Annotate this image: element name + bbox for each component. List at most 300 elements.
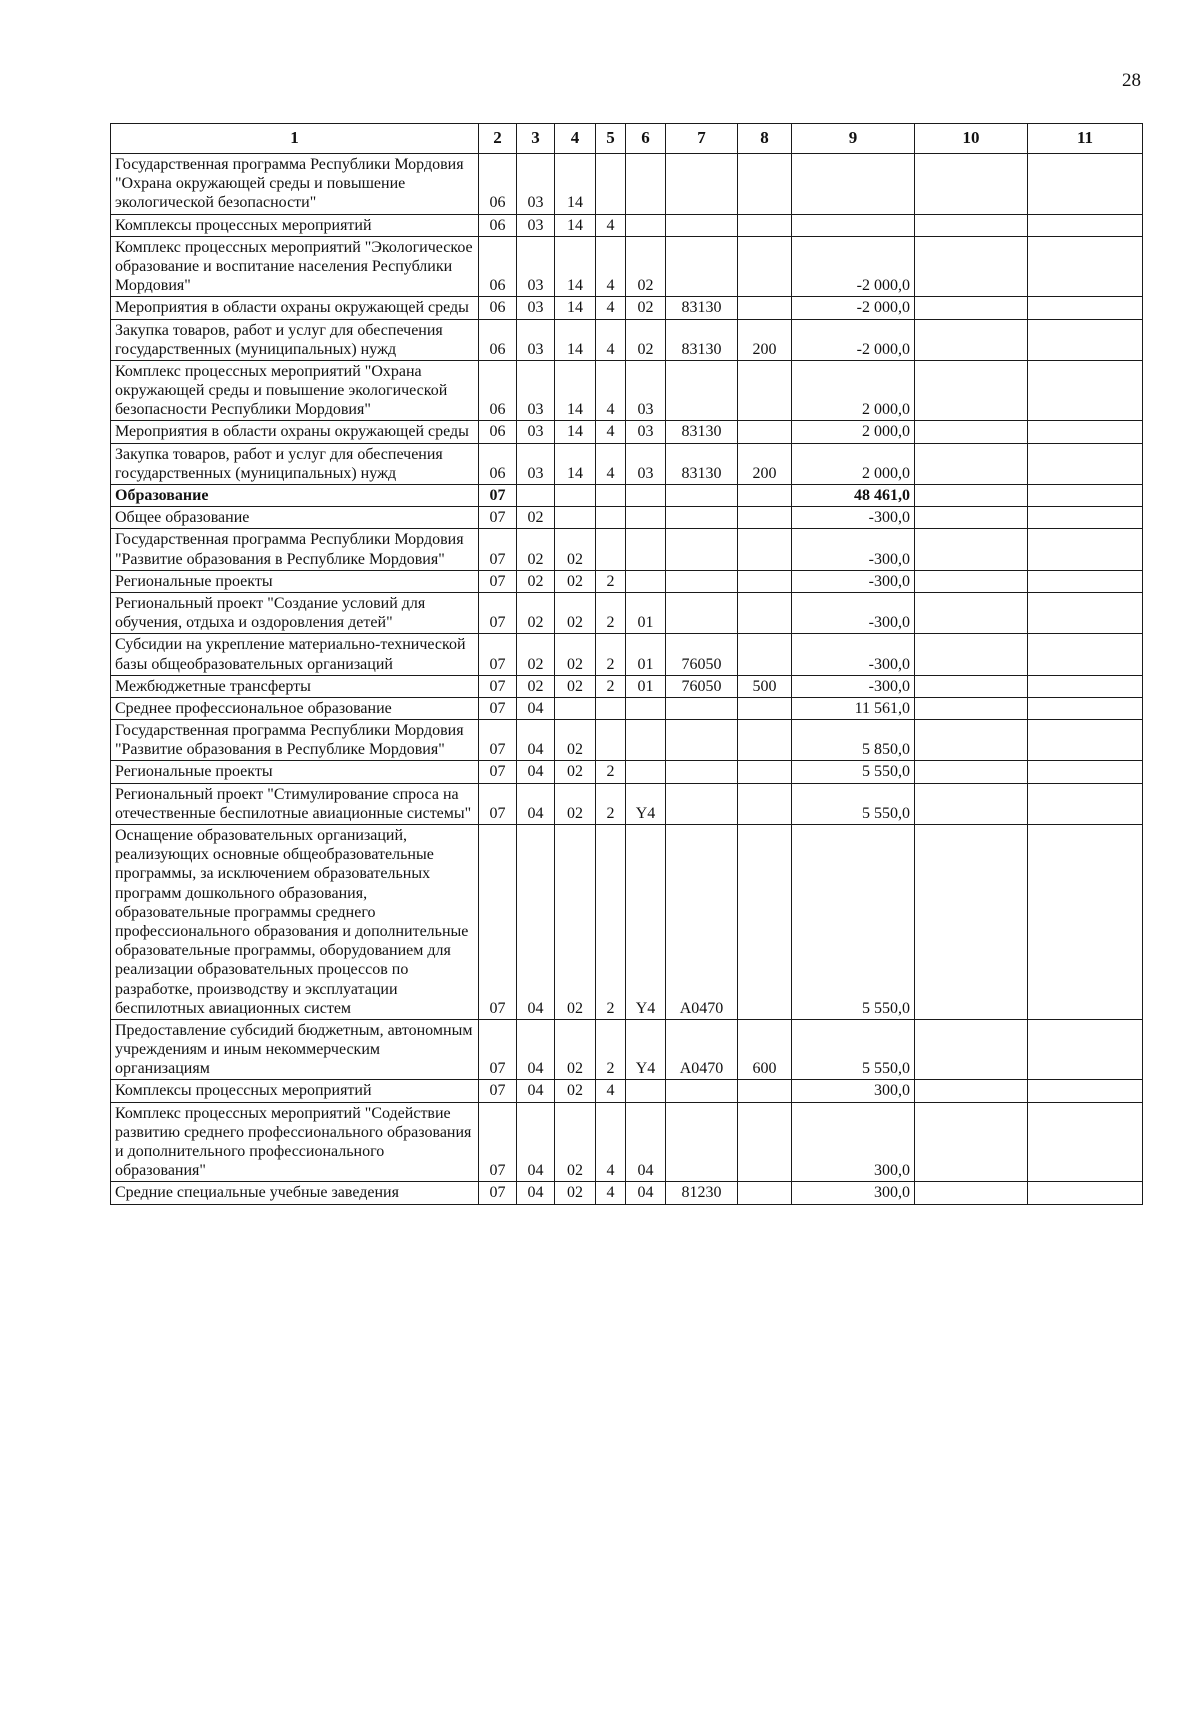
table-row <box>111 529 1143 570</box>
expense-type-cell: 200 <box>738 443 792 484</box>
type-cell: 4 <box>596 236 626 297</box>
expense-type-cell <box>738 1080 792 1102</box>
col10-cell <box>915 592 1028 633</box>
table-row <box>111 507 1143 529</box>
column-header-10: 10 <box>915 124 1028 154</box>
direction-cell <box>666 592 738 633</box>
direction-cell: 83130 <box>666 319 738 360</box>
table-row <box>111 443 1143 484</box>
col10-cell <box>915 570 1028 592</box>
name-cell: Комплекс процессных мероприятий "Содействие развитию среднего профессионального образования и дополнительного профессионального образования" <box>111 1102 479 1182</box>
program-cell: 02 <box>555 1182 596 1204</box>
col10-cell <box>915 154 1028 215</box>
event-cell: 04 <box>626 1182 666 1204</box>
program-cell: 14 <box>555 319 596 360</box>
col11-cell <box>1028 1102 1143 1182</box>
direction-cell: 76050 <box>666 634 738 675</box>
event-cell <box>626 507 666 529</box>
expense-type-cell <box>738 236 792 297</box>
page-number: 28 <box>1122 70 1141 91</box>
direction-cell <box>666 1102 738 1182</box>
direction-cell <box>666 720 738 761</box>
subsection-cell: 04 <box>517 1019 555 1080</box>
event-cell: 03 <box>626 443 666 484</box>
amount-cell: 5 550,0 <box>792 1019 915 1080</box>
event-cell: 02 <box>626 319 666 360</box>
expense-type-cell <box>738 421 792 443</box>
col11-cell <box>1028 236 1143 297</box>
name-cell: Общее образование <box>111 507 479 529</box>
name-cell: Оснащение образовательных организаций, реализующих основные общеобразовательные программы, за исключением образовательных программ дошкольного образования, образовательные программы среднего профессионального образования и дополнительные образовательные программы, оборудованием для реализации образовательных процессов по разработке, производству и эксплуатации беспилотных авиационных систем <box>111 825 479 1020</box>
col11-cell <box>1028 507 1143 529</box>
subsection-cell: 04 <box>517 761 555 783</box>
subsection-cell: 04 <box>517 1182 555 1204</box>
table-row <box>111 421 1143 443</box>
type-cell: 4 <box>596 360 626 421</box>
col11-cell <box>1028 1080 1143 1102</box>
event-cell: 02 <box>626 236 666 297</box>
name-cell: Среднее профессиональное образование <box>111 697 479 719</box>
table-row <box>111 783 1143 824</box>
table-row <box>111 634 1143 675</box>
program-cell: 14 <box>555 236 596 297</box>
name-cell: Мероприятия в области охраны окружающей среды <box>111 421 479 443</box>
amount-cell: 300,0 <box>792 1080 915 1102</box>
section-cell: 07 <box>479 1102 517 1182</box>
section-cell: 07 <box>479 592 517 633</box>
table-row <box>111 1019 1143 1080</box>
col10-cell <box>915 297 1028 319</box>
name-cell: Межбюджетные трансферты <box>111 675 479 697</box>
event-cell: 01 <box>626 634 666 675</box>
table-row <box>111 1102 1143 1182</box>
direction-cell: 83130 <box>666 297 738 319</box>
col11-cell <box>1028 783 1143 824</box>
program-cell: 02 <box>555 720 596 761</box>
type-cell <box>596 529 626 570</box>
type-cell: 2 <box>596 570 626 592</box>
table-row <box>111 297 1143 319</box>
event-cell: 02 <box>626 297 666 319</box>
type-cell <box>596 485 626 507</box>
col11-cell <box>1028 592 1143 633</box>
type-cell: 4 <box>596 443 626 484</box>
expense-type-cell <box>738 214 792 236</box>
name-cell: Государственная программа Республики Мордовия "Развитие образования в Республике Мордовия" <box>111 720 479 761</box>
col10-cell <box>915 319 1028 360</box>
subsection-cell: 02 <box>517 634 555 675</box>
direction-cell <box>666 360 738 421</box>
amount-cell: -300,0 <box>792 507 915 529</box>
type-cell: 4 <box>596 297 626 319</box>
name-cell: Субсидии на укрепление материально-технической базы общеобразовательных организаций <box>111 634 479 675</box>
table-row <box>111 720 1143 761</box>
expense-type-cell <box>738 697 792 719</box>
section-cell: 07 <box>479 1019 517 1080</box>
program-cell: 02 <box>555 783 596 824</box>
table-header-row <box>111 124 1143 154</box>
section-cell: 06 <box>479 154 517 215</box>
direction-cell <box>666 236 738 297</box>
col10-cell <box>915 761 1028 783</box>
program-cell: 02 <box>555 570 596 592</box>
direction-cell: 83130 <box>666 443 738 484</box>
expense-type-cell <box>738 297 792 319</box>
amount-cell: -300,0 <box>792 675 915 697</box>
table-row <box>111 485 1143 507</box>
section-cell: 07 <box>479 825 517 1020</box>
type-cell <box>596 507 626 529</box>
program-cell: 02 <box>555 675 596 697</box>
event-cell <box>626 1080 666 1102</box>
col11-cell <box>1028 319 1143 360</box>
amount-cell: 2 000,0 <box>792 421 915 443</box>
name-cell: Комплекс процессных мероприятий "Экологическое образование и воспитание населения Республики Мордовия" <box>111 236 479 297</box>
col11-cell <box>1028 421 1143 443</box>
table-row <box>111 761 1143 783</box>
table-row <box>111 1182 1143 1204</box>
name-cell: Средние специальные учебные заведения <box>111 1182 479 1204</box>
program-cell: 14 <box>555 297 596 319</box>
program-cell: 02 <box>555 592 596 633</box>
section-cell: 07 <box>479 675 517 697</box>
subsection-cell: 03 <box>517 236 555 297</box>
table-row <box>111 675 1143 697</box>
col10-cell <box>915 360 1028 421</box>
column-header-3: 3 <box>517 124 555 154</box>
direction-cell <box>666 783 738 824</box>
amount-cell: 5 550,0 <box>792 783 915 824</box>
subsection-cell: 02 <box>517 592 555 633</box>
col11-cell <box>1028 1182 1143 1204</box>
col10-cell <box>915 1102 1028 1182</box>
col11-cell <box>1028 1019 1143 1080</box>
direction-cell <box>666 761 738 783</box>
type-cell <box>596 154 626 215</box>
amount-cell: 5 550,0 <box>792 825 915 1020</box>
col10-cell <box>915 507 1028 529</box>
column-header-6: 6 <box>626 124 666 154</box>
column-header-9: 9 <box>792 124 915 154</box>
col11-cell <box>1028 720 1143 761</box>
section-cell: 07 <box>479 485 517 507</box>
subsection-cell: 02 <box>517 529 555 570</box>
expense-type-cell <box>738 783 792 824</box>
column-header-5: 5 <box>596 124 626 154</box>
event-cell: Y4 <box>626 825 666 1020</box>
name-cell: Мероприятия в области охраны окружающей среды <box>111 297 479 319</box>
section-cell: 06 <box>479 236 517 297</box>
type-cell: 2 <box>596 825 626 1020</box>
type-cell: 2 <box>596 634 626 675</box>
direction-cell: 83130 <box>666 421 738 443</box>
table-row <box>111 214 1143 236</box>
direction-cell: 76050 <box>666 675 738 697</box>
expense-type-cell <box>738 761 792 783</box>
amount-cell: 300,0 <box>792 1182 915 1204</box>
event-cell: 04 <box>626 1102 666 1182</box>
table-body <box>111 154 1143 1205</box>
amount-cell: 5 850,0 <box>792 720 915 761</box>
section-cell: 07 <box>479 720 517 761</box>
table-row <box>111 697 1143 719</box>
expense-type-cell <box>738 1102 792 1182</box>
col11-cell <box>1028 675 1143 697</box>
table-row <box>111 236 1143 297</box>
section-cell: 07 <box>479 783 517 824</box>
event-cell: 03 <box>626 360 666 421</box>
col10-cell <box>915 1182 1028 1204</box>
subsection-cell: 03 <box>517 297 555 319</box>
expense-type-cell: 600 <box>738 1019 792 1080</box>
subsection-cell: 04 <box>517 1080 555 1102</box>
name-cell: Региональный проект "Создание условий для обучения, отдыха и оздоровления детей" <box>111 592 479 633</box>
type-cell: 2 <box>596 761 626 783</box>
subsection-cell: 03 <box>517 421 555 443</box>
event-cell <box>626 529 666 570</box>
direction-cell: A0470 <box>666 1019 738 1080</box>
col11-cell <box>1028 825 1143 1020</box>
col10-cell <box>915 529 1028 570</box>
subsection-cell: 04 <box>517 720 555 761</box>
direction-cell <box>666 697 738 719</box>
expense-type-cell <box>738 720 792 761</box>
name-cell: Комплексы процессных мероприятий <box>111 1080 479 1102</box>
direction-cell: 81230 <box>666 1182 738 1204</box>
column-header-4: 4 <box>555 124 596 154</box>
col10-cell <box>915 421 1028 443</box>
col11-cell <box>1028 529 1143 570</box>
amount-cell: -2 000,0 <box>792 319 915 360</box>
direction-cell <box>666 154 738 215</box>
amount-cell: -300,0 <box>792 592 915 633</box>
expense-type-cell <box>738 634 792 675</box>
amount-cell: 2 000,0 <box>792 360 915 421</box>
name-cell: Закупка товаров, работ и услуг для обеспечения государственных (муниципальных) нужд <box>111 443 479 484</box>
expense-type-cell <box>738 592 792 633</box>
type-cell: 4 <box>596 1080 626 1102</box>
amount-cell: -300,0 <box>792 529 915 570</box>
expense-type-cell <box>738 360 792 421</box>
amount-cell: 2 000,0 <box>792 443 915 484</box>
col11-cell <box>1028 154 1143 215</box>
table-row <box>111 825 1143 1020</box>
event-cell <box>626 154 666 215</box>
program-cell: 14 <box>555 360 596 421</box>
name-cell: Комплексы процессных мероприятий <box>111 214 479 236</box>
name-cell: Региональный проект "Стимулирование спроса на отечественные беспилотные авиационные системы" <box>111 783 479 824</box>
table-row <box>111 1080 1143 1102</box>
program-cell: 02 <box>555 825 596 1020</box>
type-cell: 4 <box>596 421 626 443</box>
section-cell: 07 <box>479 570 517 592</box>
expense-type-cell <box>738 507 792 529</box>
direction-cell <box>666 1080 738 1102</box>
col10-cell <box>915 1019 1028 1080</box>
col11-cell <box>1028 697 1143 719</box>
col10-cell <box>915 825 1028 1020</box>
col10-cell <box>915 783 1028 824</box>
col10-cell <box>915 634 1028 675</box>
section-cell: 06 <box>479 214 517 236</box>
program-cell: 02 <box>555 761 596 783</box>
col10-cell <box>915 214 1028 236</box>
direction-cell <box>666 529 738 570</box>
section-cell: 06 <box>479 360 517 421</box>
section-cell: 06 <box>479 421 517 443</box>
section-cell: 06 <box>479 443 517 484</box>
event-cell: 01 <box>626 592 666 633</box>
col10-cell <box>915 720 1028 761</box>
col11-cell <box>1028 485 1143 507</box>
expense-type-cell: 200 <box>738 319 792 360</box>
direction-cell: A0470 <box>666 825 738 1020</box>
table-row <box>111 319 1143 360</box>
type-cell <box>596 697 626 719</box>
type-cell: 4 <box>596 214 626 236</box>
event-cell <box>626 720 666 761</box>
table-row <box>111 360 1143 421</box>
amount-cell: 300,0 <box>792 1102 915 1182</box>
type-cell: 2 <box>596 1019 626 1080</box>
amount-cell: 11 561,0 <box>792 697 915 719</box>
expense-type-cell <box>738 485 792 507</box>
section-cell: 07 <box>479 634 517 675</box>
direction-cell <box>666 214 738 236</box>
col10-cell <box>915 675 1028 697</box>
event-cell <box>626 761 666 783</box>
program-cell <box>555 485 596 507</box>
program-cell <box>555 507 596 529</box>
col11-cell <box>1028 570 1143 592</box>
expense-type-cell: 500 <box>738 675 792 697</box>
col10-cell <box>915 485 1028 507</box>
direction-cell <box>666 507 738 529</box>
name-cell: Предоставление субсидий бюджетным, автономным учреждениям и иным некоммерческим организациям <box>111 1019 479 1080</box>
col10-cell <box>915 697 1028 719</box>
table-row <box>111 570 1143 592</box>
subsection-cell <box>517 485 555 507</box>
table-row <box>111 154 1143 215</box>
column-header-11: 11 <box>1028 124 1143 154</box>
column-header-7: 7 <box>666 124 738 154</box>
section-cell: 06 <box>479 297 517 319</box>
expense-type-cell <box>738 1182 792 1204</box>
column-header-1: 1 <box>111 124 479 154</box>
col11-cell <box>1028 297 1143 319</box>
subsection-cell: 03 <box>517 360 555 421</box>
direction-cell <box>666 485 738 507</box>
type-cell: 4 <box>596 1182 626 1204</box>
col11-cell <box>1028 443 1143 484</box>
type-cell: 4 <box>596 319 626 360</box>
name-cell: Региональные проекты <box>111 761 479 783</box>
column-header-2: 2 <box>479 124 517 154</box>
event-cell: 03 <box>626 421 666 443</box>
program-cell: 14 <box>555 443 596 484</box>
subsection-cell: 03 <box>517 214 555 236</box>
section-cell: 07 <box>479 529 517 570</box>
subsection-cell: 03 <box>517 154 555 215</box>
name-cell: Комплекс процессных мероприятий "Охрана окружающей среды и повышение экологической безопасности Республики Мордовия" <box>111 360 479 421</box>
subsection-cell: 04 <box>517 825 555 1020</box>
event-cell <box>626 485 666 507</box>
col10-cell <box>915 443 1028 484</box>
type-cell: 2 <box>596 592 626 633</box>
col11-cell <box>1028 214 1143 236</box>
col11-cell <box>1028 761 1143 783</box>
program-cell: 02 <box>555 1102 596 1182</box>
program-cell: 14 <box>555 421 596 443</box>
event-cell <box>626 214 666 236</box>
program-cell: 14 <box>555 154 596 215</box>
event-cell <box>626 570 666 592</box>
name-cell: Региональные проекты <box>111 570 479 592</box>
amount-cell: -300,0 <box>792 570 915 592</box>
section-cell: 07 <box>479 1182 517 1204</box>
type-cell: 4 <box>596 1102 626 1182</box>
section-cell: 06 <box>479 319 517 360</box>
expense-type-cell <box>738 154 792 215</box>
amount-cell: -300,0 <box>792 634 915 675</box>
subsection-cell: 02 <box>517 675 555 697</box>
amount-cell: -2 000,0 <box>792 236 915 297</box>
section-cell: 07 <box>479 761 517 783</box>
program-cell: 02 <box>555 1019 596 1080</box>
expense-type-cell <box>738 825 792 1020</box>
column-header-8: 8 <box>738 124 792 154</box>
subsection-cell: 03 <box>517 443 555 484</box>
event-cell: Y4 <box>626 1019 666 1080</box>
type-cell <box>596 720 626 761</box>
subsection-cell: 03 <box>517 319 555 360</box>
expense-type-cell <box>738 529 792 570</box>
event-cell: Y4 <box>626 783 666 824</box>
col11-cell <box>1028 360 1143 421</box>
program-cell: 02 <box>555 529 596 570</box>
section-cell: 07 <box>479 1080 517 1102</box>
subsection-cell: 02 <box>517 507 555 529</box>
subsection-cell: 02 <box>517 570 555 592</box>
type-cell: 2 <box>596 783 626 824</box>
amount-cell: 48 461,0 <box>792 485 915 507</box>
name-cell: Государственная программа Республики Мордовия "Развитие образования в Республике Мордовия" <box>111 529 479 570</box>
section-cell: 07 <box>479 507 517 529</box>
amount-cell <box>792 214 915 236</box>
event-cell <box>626 697 666 719</box>
program-cell: 14 <box>555 214 596 236</box>
budget-table <box>110 123 1143 1205</box>
name-cell: Образование <box>111 485 479 507</box>
col10-cell <box>915 1080 1028 1102</box>
amount-cell: -2 000,0 <box>792 297 915 319</box>
table-row <box>111 592 1143 633</box>
name-cell: Закупка товаров, работ и услуг для обеспечения государственных (муниципальных) нужд <box>111 319 479 360</box>
type-cell: 2 <box>596 675 626 697</box>
name-cell: Государственная программа Республики Мордовия "Охрана окружающей среды и повышение экологической безопасности" <box>111 154 479 215</box>
col10-cell <box>915 236 1028 297</box>
subsection-cell: 04 <box>517 1102 555 1182</box>
subsection-cell: 04 <box>517 697 555 719</box>
program-cell: 02 <box>555 634 596 675</box>
subsection-cell: 04 <box>517 783 555 824</box>
event-cell: 01 <box>626 675 666 697</box>
program-cell: 02 <box>555 1080 596 1102</box>
section-cell: 07 <box>479 697 517 719</box>
col11-cell <box>1028 634 1143 675</box>
amount-cell <box>792 154 915 215</box>
program-cell <box>555 697 596 719</box>
